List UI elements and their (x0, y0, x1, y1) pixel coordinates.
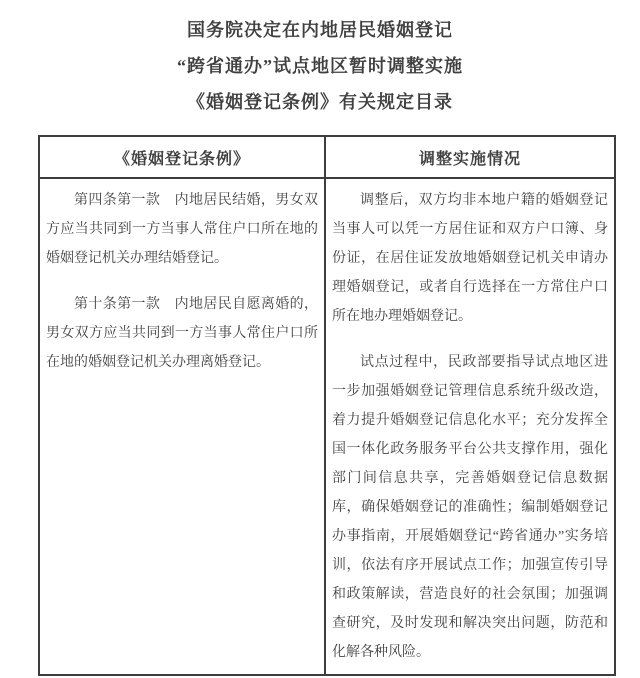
regulation-paragraph-article4: 第四条第一款 内地居民结婚，男女双方应当共同到一方当事人常住户口所在地的婚姻登记机关办理结婚登记。 (46, 193, 318, 266)
column-header-regulation: 《婚姻登记条例》 (39, 136, 325, 178)
regulation-paragraph-article10: 第十条第一款 内地居民自愿离婚的，男女双方应当共同到一方当事人常住户口所在地的婚姻登记机关办理离婚登记。 (46, 297, 318, 370)
adjustment-paragraph-2: 试点过程中，民政部要指导试点地区进一步加强婚姻登记管理信息系统升级改造，着力提升婚姻登记信息化水平；充分发挥全国一体化政务服务平台公共支撑作用，强化部门间信息共享，完善婚姻登记信息数据库，确保婚姻登记的准确性；编制婚姻登记办事指南，开展婚姻登记“跨省通办”实务培训，依法有序开展试点工作；加强宣传引导和政策解读，营造良好的社会氛围；加强调查研究，及时发现和解决突出问题，防范和化解各种风险。 (332, 355, 608, 660)
column-header-adjustment: 调整实施情况 (325, 136, 615, 178)
adjustment-paragraph-1: 调整后，双方均非本地户籍的婚姻登记当事人可以凭一方居住证和双方户口簿、身份证，在居住证发放地婚姻登记机关申请办理婚姻登记，或者自行选择在一方常住户口所在地办理婚姻登记。 (332, 193, 608, 324)
regulation-adjustment-table (38, 135, 616, 676)
table-body-row (39, 178, 615, 675)
title-line-1: 国务院决定在内地居民婚姻登记 (187, 20, 453, 40)
regulation-cell (39, 178, 325, 675)
title-line-3: 《婚姻登记条例》有关规定目录 (187, 92, 453, 112)
title-line-2: “跨省通办”试点地区暂时调整实施 (177, 56, 463, 76)
document-title (0, 0, 640, 120)
adjustment-cell (325, 178, 615, 675)
table-header-row (39, 136, 615, 178)
